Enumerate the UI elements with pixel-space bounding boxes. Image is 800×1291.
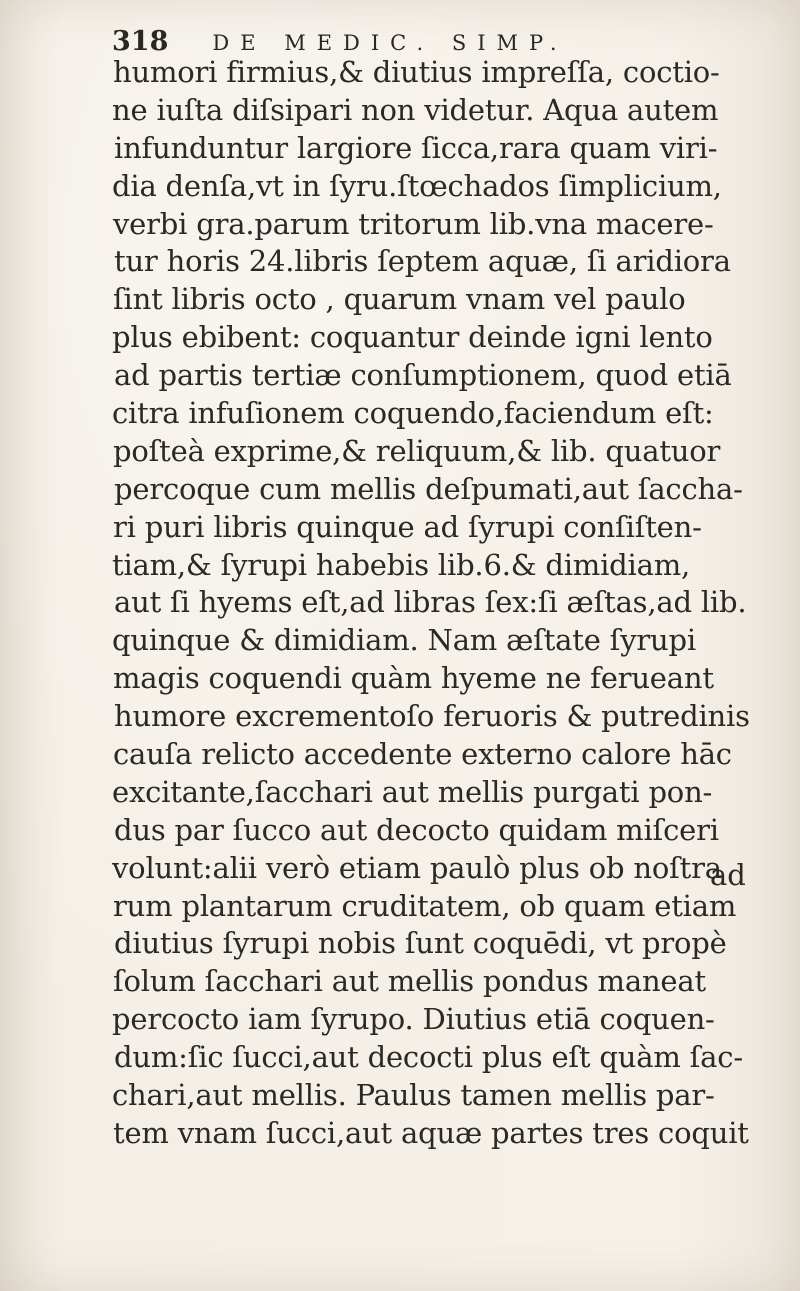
text-line: ſint libris octo , quarum vnam vel paulo [113,282,686,317]
text-line: ſolum ſacchari aut mellis pondus maneat [113,964,706,999]
text-line: magis coquendi quàm hyeme ne ferueant [113,661,714,696]
text-line: dus par ſucco aut decocto quidam miſceri [114,812,719,847]
text-line: diutius ſyrupi nobis ſunt coquēdi, vt propè [114,926,727,961]
text-line: tem vnam ſucci,aut aquæ partes tres coquit [113,1115,749,1150]
text-line: ne iuſta diſsipari non videtur. Aqua autem [112,92,719,127]
page-number: 318 [112,26,169,57]
running-head: DE MEDIC. SIMP. [212,31,568,55]
text-line: aut ſi hyems eſt,ad libras ſex:ſi æſtas,ad lib. [114,585,747,620]
text-line: ri puri libris quinque ad ſyrupi conſiſten- [113,509,702,544]
text-line: chari,aut mellis. Paulus tamen mellis par- [112,1078,715,1113]
text-line: humore excrementoſo feruoris & putredinis [114,699,750,734]
text-line: rum plantarum cruditatem, ob quam etiam [113,888,737,923]
text-line: plus ebibent: coquantur deinde igni lento [112,320,713,355]
text-line: quinque & dimidiam. Nam æſtate ſyrupi [112,623,696,658]
text-line: humori firmius,& diutius impreſſa, coctio- [113,55,720,89]
text-line: poſteà exprime,& reliquum,& lib. quatuor [113,433,721,468]
text-line: ad partis tertiæ conſumptionem, quod etiā [114,358,732,393]
text-line: tiam,& ſyrupi habebis lib.6.& dimidiam, [112,547,691,582]
catchword: ad [710,858,746,892]
text-line: verbi gra.parum tritorum lib.vna macere- [113,206,714,241]
text-line: excitante,ſacchari aut mellis purgati pon- [112,774,713,809]
text-line: dum:ſic ſucci,aut decocti plus eſt quàm ſac- [114,1040,743,1075]
text-line: dia denſa,vt in ſyru.ſtœchados ſimplicium, [112,168,722,203]
text-line: citra infuſionem coquendo,faciendum eſt: [112,396,714,431]
text-line: volunt:alii verò etiam paulò plus ob noſtra [112,850,722,885]
text-line: infunduntur largiore ſicca,rara quam viri- [114,130,718,165]
page-header [112,26,568,57]
text-line: cauſa relicto accedente externo calore hāc [113,737,732,772]
text-line: percocto iam ſyrupo. Diutius etiā coquen- [112,1002,715,1037]
body-text [112,54,800,1153]
text-line: percoque cum mellis deſpumati,aut ſaccha- [114,471,743,506]
text-line: tur horis 24.libris ſeptem aquæ, ſi aridiora [114,244,731,279]
